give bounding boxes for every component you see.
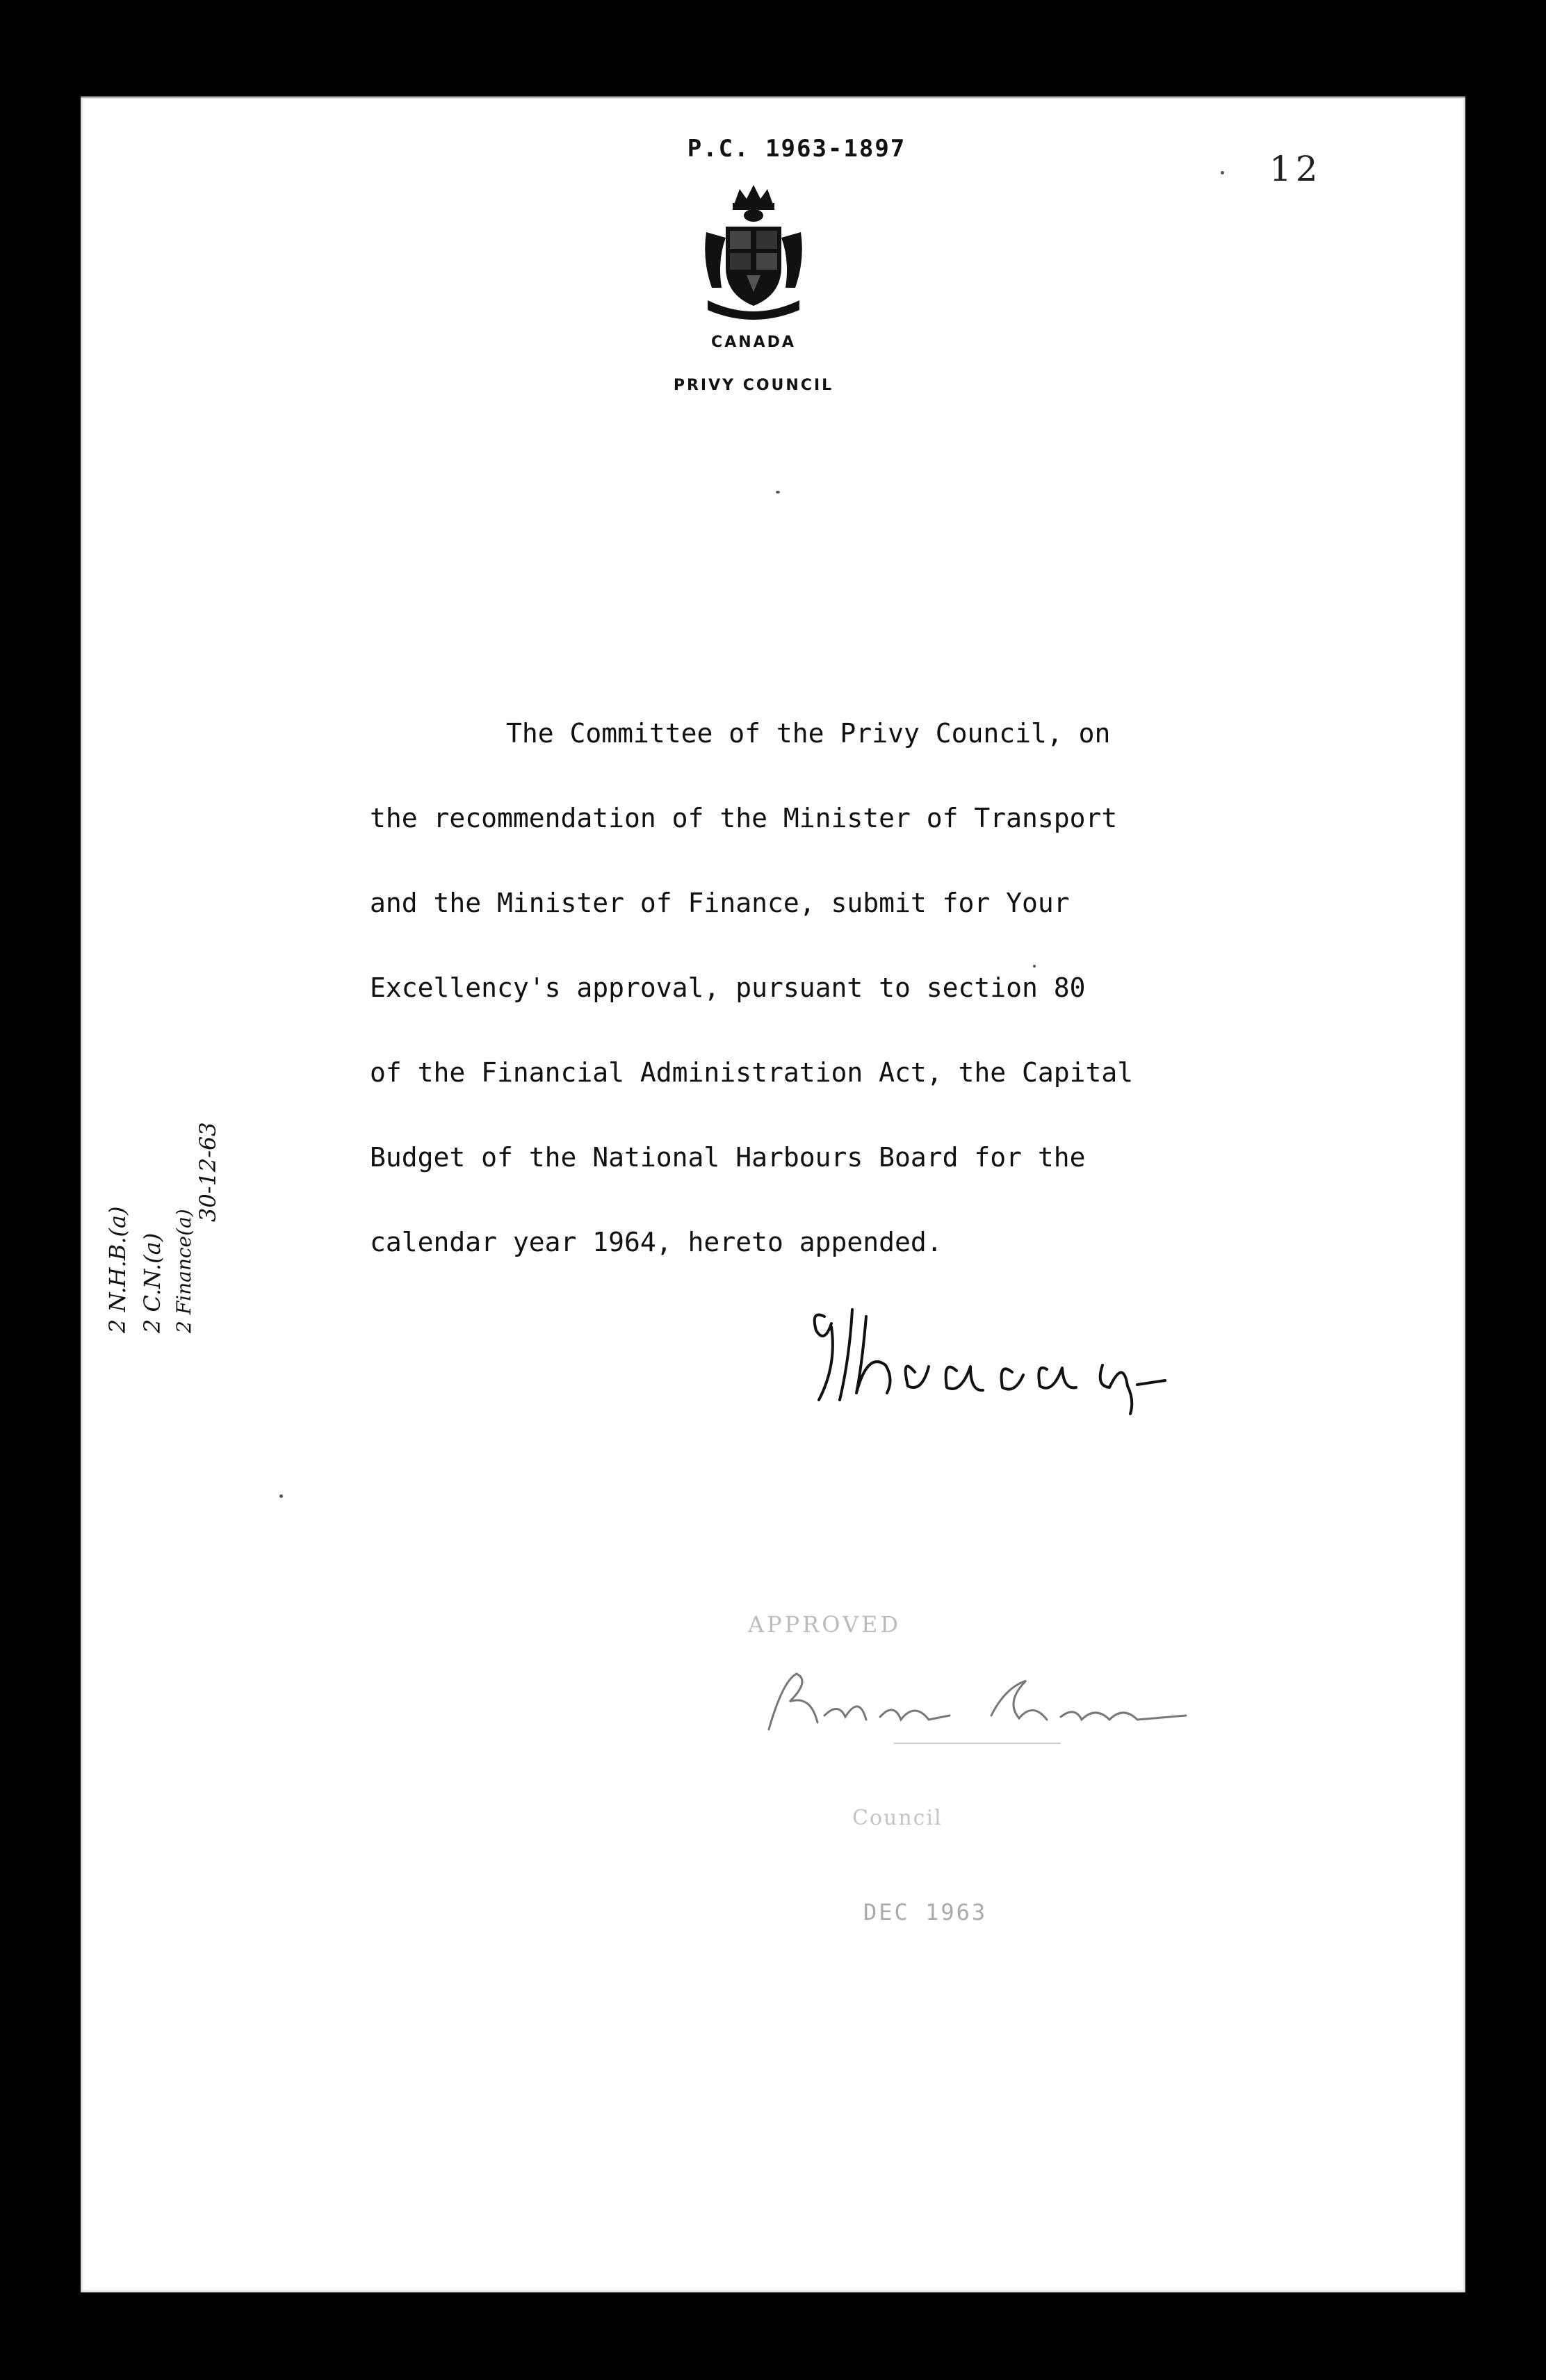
margin-note-1: 2 N.H.B.(a) xyxy=(104,1206,131,1333)
department-label: PRIVY COUNCIL xyxy=(673,377,834,394)
body-line: Budget of the National Harbours Board for the xyxy=(370,1142,1086,1173)
folio-number: 12 xyxy=(1269,149,1322,189)
speck xyxy=(776,491,780,494)
document-page xyxy=(81,96,1465,2292)
margin-note-3: 2 Finance(a) xyxy=(172,1209,195,1333)
body-line: of the Financial Administration Act, the Capital xyxy=(370,1057,1134,1088)
body-line: and the Minister of Finance, submit for Your xyxy=(370,888,1070,918)
handwritten-signature xyxy=(804,1289,1290,1421)
council-label: Council xyxy=(852,1806,943,1830)
margin-note-date: 30-12-63 xyxy=(195,1122,221,1222)
governor-signature xyxy=(755,1653,1283,1750)
country-label: CANADA xyxy=(711,334,796,351)
order-number: P.C. 1963-1897 xyxy=(687,135,906,163)
margin-note-2: 2 C.N.(a) xyxy=(139,1232,165,1333)
speck xyxy=(1221,171,1224,174)
body-line: Excellency's approval, pursuant to section 80 xyxy=(370,972,1086,1003)
approved-label: APPROVED xyxy=(748,1611,902,1638)
coat-of-arms-icon xyxy=(698,184,809,323)
order-body xyxy=(370,691,1343,1285)
margin-notes xyxy=(90,916,264,1333)
date-stamp: DEC 1963 xyxy=(863,1899,988,1925)
body-line: calendar year 1964, hereto appended. xyxy=(370,1227,943,1257)
speck xyxy=(279,1494,283,1498)
speck xyxy=(1033,965,1036,968)
body-line: the recommendation of the Minister of Transport xyxy=(370,803,1118,833)
approval-stamp xyxy=(644,1542,1339,1834)
body-line: The Committee of the Privy Council, on xyxy=(506,718,1111,749)
